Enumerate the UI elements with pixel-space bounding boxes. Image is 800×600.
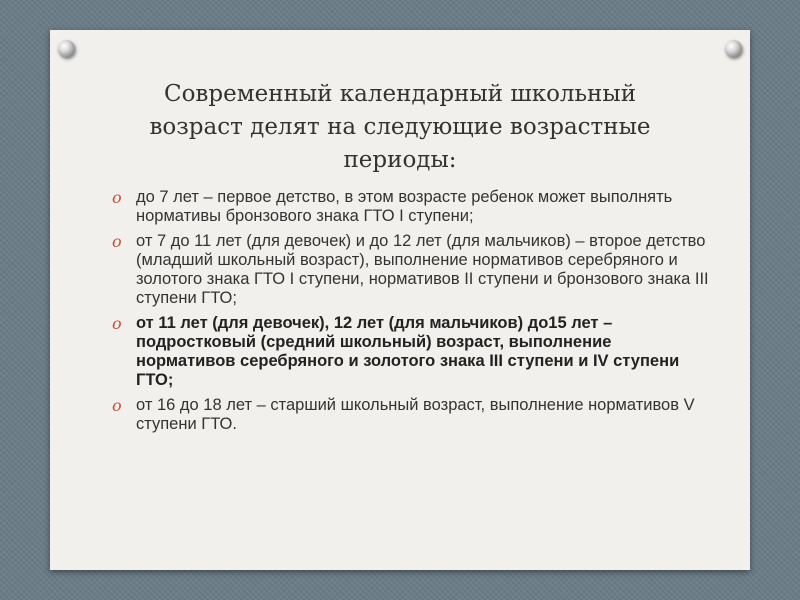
slide-card bbox=[50, 30, 750, 570]
list-item-text: до 7 лет – первое детство, в этом возрасте ребенок может выполнять нормативы бронзового знака ГТО I ступени; bbox=[136, 188, 673, 225]
list-item bbox=[112, 314, 712, 390]
list-item bbox=[112, 396, 712, 434]
list-item-text: от 11 лет (для девочек), 12 лет (для мальчиков) до15 лет – подростковый (средний школьный) возраст, выполнение нормативов серебряного и золотого знака III ступени и IV ступени ГТО; bbox=[136, 314, 680, 389]
list-item bbox=[112, 188, 712, 226]
pushpin-icon bbox=[725, 40, 742, 57]
bullet-icon: o bbox=[112, 188, 122, 207]
bullet-icon: o bbox=[112, 314, 122, 333]
bullet-icon: o bbox=[112, 396, 122, 415]
pushpin-icon bbox=[58, 40, 75, 57]
list-item-text: от 16 до 18 лет – старший школьный возраст, выполнение нормативов V ступени ГТО. bbox=[136, 396, 695, 433]
age-periods-list bbox=[112, 188, 712, 440]
slide-title: Современный календарный школьный возраст делят на следующие возрастные периоды: bbox=[149, 81, 651, 173]
list-item bbox=[112, 232, 712, 308]
list-item-text: от 7 до 11 лет (для девочек) и до 12 лет (для мальчиков) – второе детство (младший школьный возраст), выполнение нормативов серебряного и золотого знака ГТО I ступени, нормативов II ступени и бронзового знака III ступени ГТО; bbox=[136, 232, 709, 307]
bullet-icon: o bbox=[112, 232, 122, 251]
